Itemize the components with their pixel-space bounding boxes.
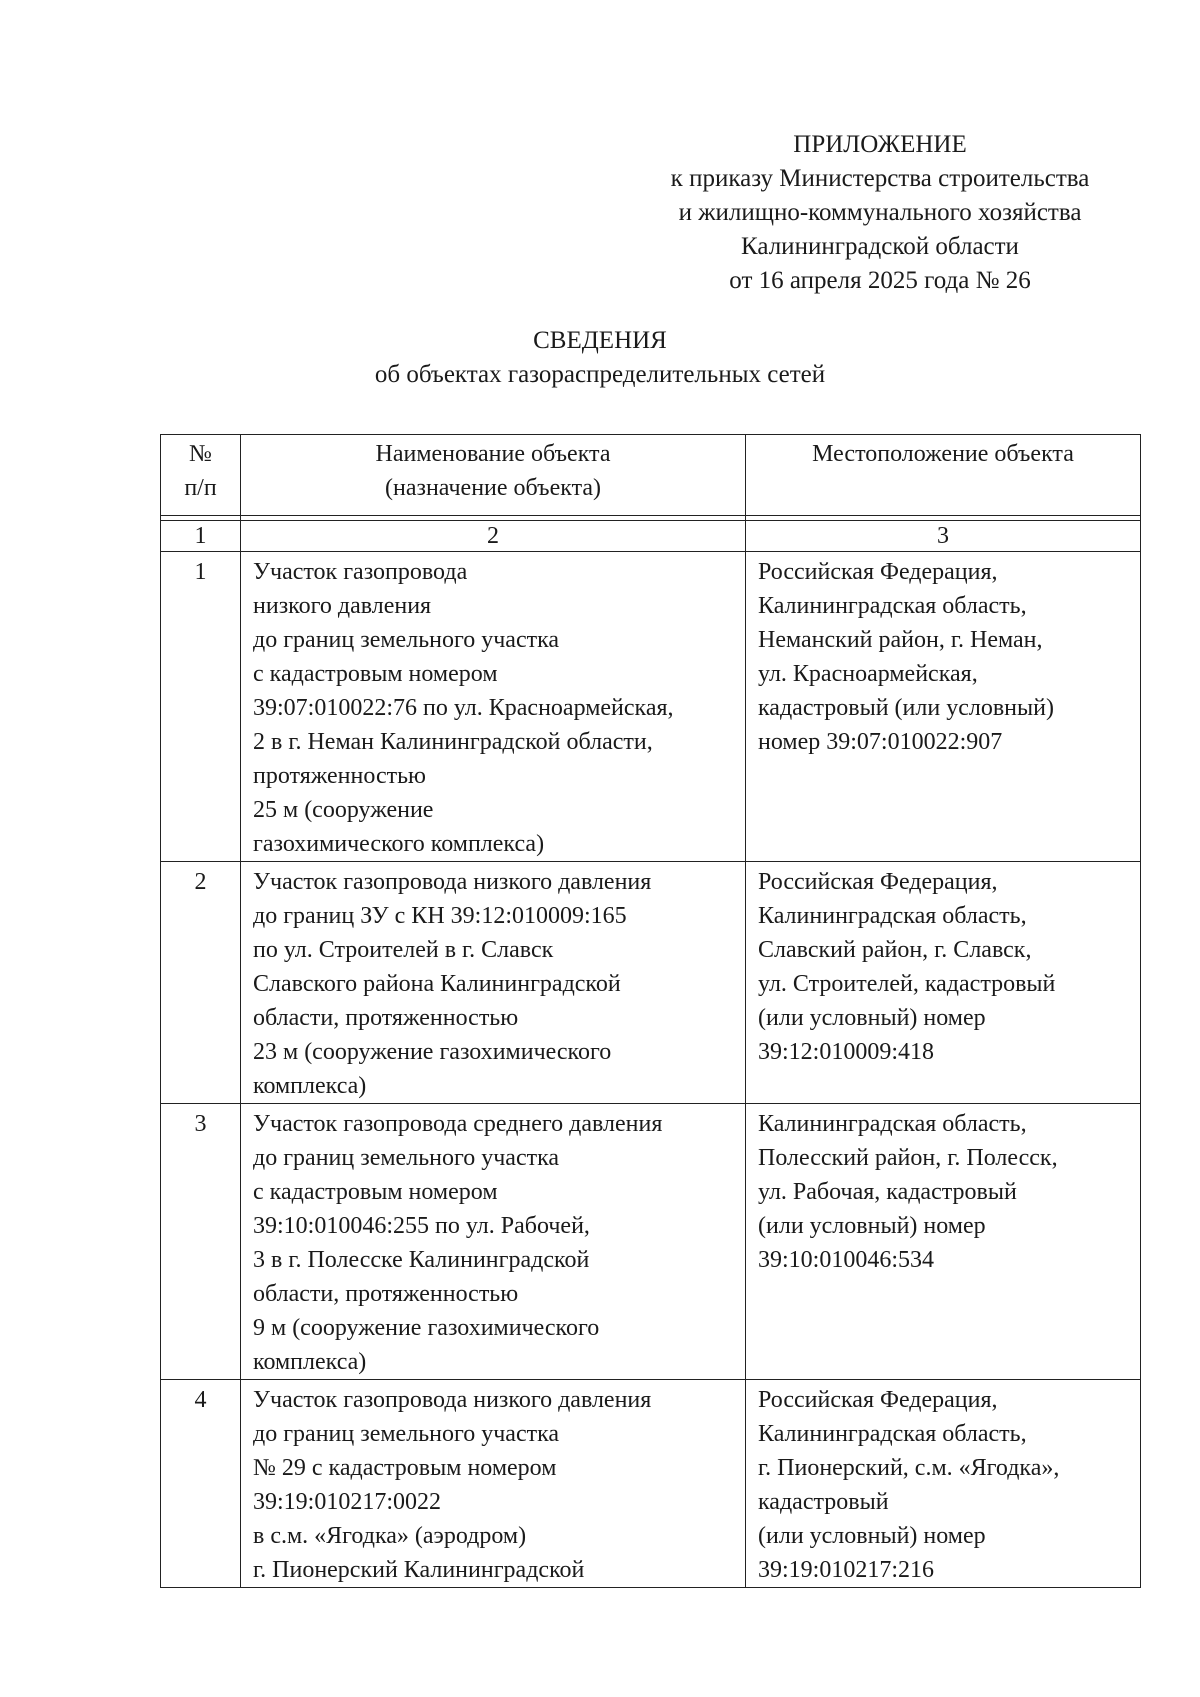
header-location-line: Местоположение объекта [812, 441, 1074, 467]
object-location-line: (или условный) номер [758, 1523, 986, 1549]
object-name-line: 9 м (сооружение газохимического [253, 1315, 600, 1341]
object-name-cell [241, 552, 746, 862]
object-location-line: ул. Строителей, кадастровый [758, 971, 1056, 997]
table-row [161, 552, 1141, 862]
object-location-line: Калининградская область, [758, 1111, 1027, 1137]
object-name-line: комплекса) [253, 1349, 367, 1375]
object-name-line: с кадастровым номером [253, 1179, 498, 1205]
object-name-line: 39:10:010046:255 по ул. Рабочей, [253, 1213, 590, 1239]
object-name-cell [241, 1104, 746, 1380]
object-name-cell [241, 1380, 746, 1588]
object-name-line: Участок газопровода [253, 559, 468, 585]
table-body [161, 552, 1141, 1588]
document-subtitle: об объектах газораспределительных сетей [374, 361, 826, 388]
column-number-row [161, 521, 1141, 552]
object-name-line: области, протяженностью [253, 1005, 519, 1031]
table-row [161, 1380, 1141, 1588]
object-name-line: низкого давления [253, 593, 432, 619]
object-location-line: Российская Федерация, [758, 1387, 998, 1413]
object-name-line: до границ земельного участка [253, 1145, 560, 1171]
object-name-line: газохимического комплекса) [253, 831, 545, 857]
appendix-line-2: и жилищно-коммунального хозяйства [678, 199, 1082, 226]
object-location-line: г. Пионерский, с.м. «Ягодка», [758, 1455, 1060, 1481]
object-location-line: 39:19:010217:216 [758, 1557, 935, 1583]
object-name-line: до границ ЗУ с КН 39:12:010009:165 [253, 903, 627, 929]
header-number-line: № [189, 441, 212, 467]
object-location-line: Славский район, г. Славск, [758, 937, 1032, 963]
appendix-line-1: к приказу Министерства строительства [670, 165, 1090, 192]
object-location-line: Российская Федерация, [758, 869, 998, 895]
object-name-line: по ул. Строителей в г. Славск [253, 937, 554, 963]
object-name-line: г. Пионерский Калининградской [253, 1557, 585, 1583]
object-location-line: Неманский район, г. Неман, [758, 627, 1043, 653]
appendix-header [620, 128, 1140, 298]
header-number [161, 435, 241, 516]
column-number: 1 [161, 521, 241, 552]
table-row [161, 1104, 1141, 1380]
object-name-line: Участок газопровода среднего давления [253, 1111, 663, 1137]
object-location-cell [746, 1104, 1141, 1380]
object-location-cell [746, 1380, 1141, 1588]
object-location-line: 39:10:010046:534 [758, 1247, 935, 1273]
object-name-line: Участок газопровода низкого давления [253, 869, 652, 895]
object-name-line: до границ земельного участка [253, 1421, 560, 1447]
object-name-line: области, протяженностью [253, 1281, 519, 1307]
header-number-line: п/п [184, 475, 217, 501]
object-location-line: Калининградская область, [758, 593, 1027, 619]
row-number: 2 [161, 862, 241, 1104]
object-location-line: Российская Федерация, [758, 559, 998, 585]
object-name-line: протяженностью [253, 763, 426, 789]
header-location [746, 435, 1141, 516]
row-number: 1 [161, 552, 241, 862]
appendix-title: ПРИЛОЖЕНИЕ [793, 131, 967, 158]
object-name-line: 23 м (сооружение газохимического [253, 1039, 612, 1065]
object-location-cell [746, 552, 1141, 862]
header-name-line: Наименование объекта [375, 441, 611, 467]
object-location-line: ул. Рабочая, кадастровый [758, 1179, 1017, 1205]
object-location-line: ул. Красноармейская, [758, 661, 978, 687]
object-location-cell [746, 862, 1141, 1104]
column-number: 2 [241, 521, 746, 552]
object-name-line: комплекса) [253, 1073, 367, 1099]
row-number: 3 [161, 1104, 241, 1380]
document-title-block [0, 324, 1200, 392]
object-name-line: в с.м. «Ягодка» (аэродром) [253, 1523, 527, 1549]
object-location-line: (или условный) номер [758, 1213, 986, 1239]
object-location-line: Калининградская область, [758, 1421, 1027, 1447]
object-name-line: до границ земельного участка [253, 627, 560, 653]
object-name-line: № 29 с кадастровым номером [253, 1455, 557, 1481]
object-location-line: 39:12:010009:418 [758, 1039, 935, 1065]
table-row [161, 862, 1141, 1104]
appendix-line-3: Калининградской области [741, 233, 1019, 260]
row-number: 4 [161, 1380, 241, 1588]
object-name-line: 39:19:010217:0022 [253, 1489, 442, 1515]
object-name-line: 2 в г. Неман Калининградской области, [253, 729, 653, 755]
object-location-line: (или условный) номер [758, 1005, 986, 1031]
object-location-line: номер 39:07:010022:907 [758, 729, 1003, 755]
table-header-row [161, 435, 1141, 516]
object-name-line: 25 м (сооружение [253, 797, 434, 823]
object-name-line: 39:07:010022:76 по ул. Красноармейская, [253, 695, 674, 721]
object-location-line: кадастровый (или условный) [758, 695, 1054, 721]
object-name-line: 3 в г. Полесске Калининградской [253, 1247, 590, 1273]
object-location-line: кадастровый [758, 1489, 889, 1515]
object-location-line: Калининградская область, [758, 903, 1027, 929]
header-name [241, 435, 746, 516]
header-name-line: (назначение объекта) [384, 475, 601, 501]
object-name-line: Славского района Калининградской [253, 971, 621, 997]
object-name-line: с кадастровым номером [253, 661, 498, 687]
object-name-line: Участок газопровода низкого давления [253, 1387, 652, 1413]
appendix-line-4: от 16 апреля 2025 года № 26 [729, 267, 1031, 294]
column-number: 3 [746, 521, 1141, 552]
object-name-cell [241, 862, 746, 1104]
document-title: СВЕДЕНИЯ [533, 327, 667, 354]
object-location-line: Полесский район, г. Полесск, [758, 1145, 1058, 1171]
objects-table [160, 434, 1141, 1588]
